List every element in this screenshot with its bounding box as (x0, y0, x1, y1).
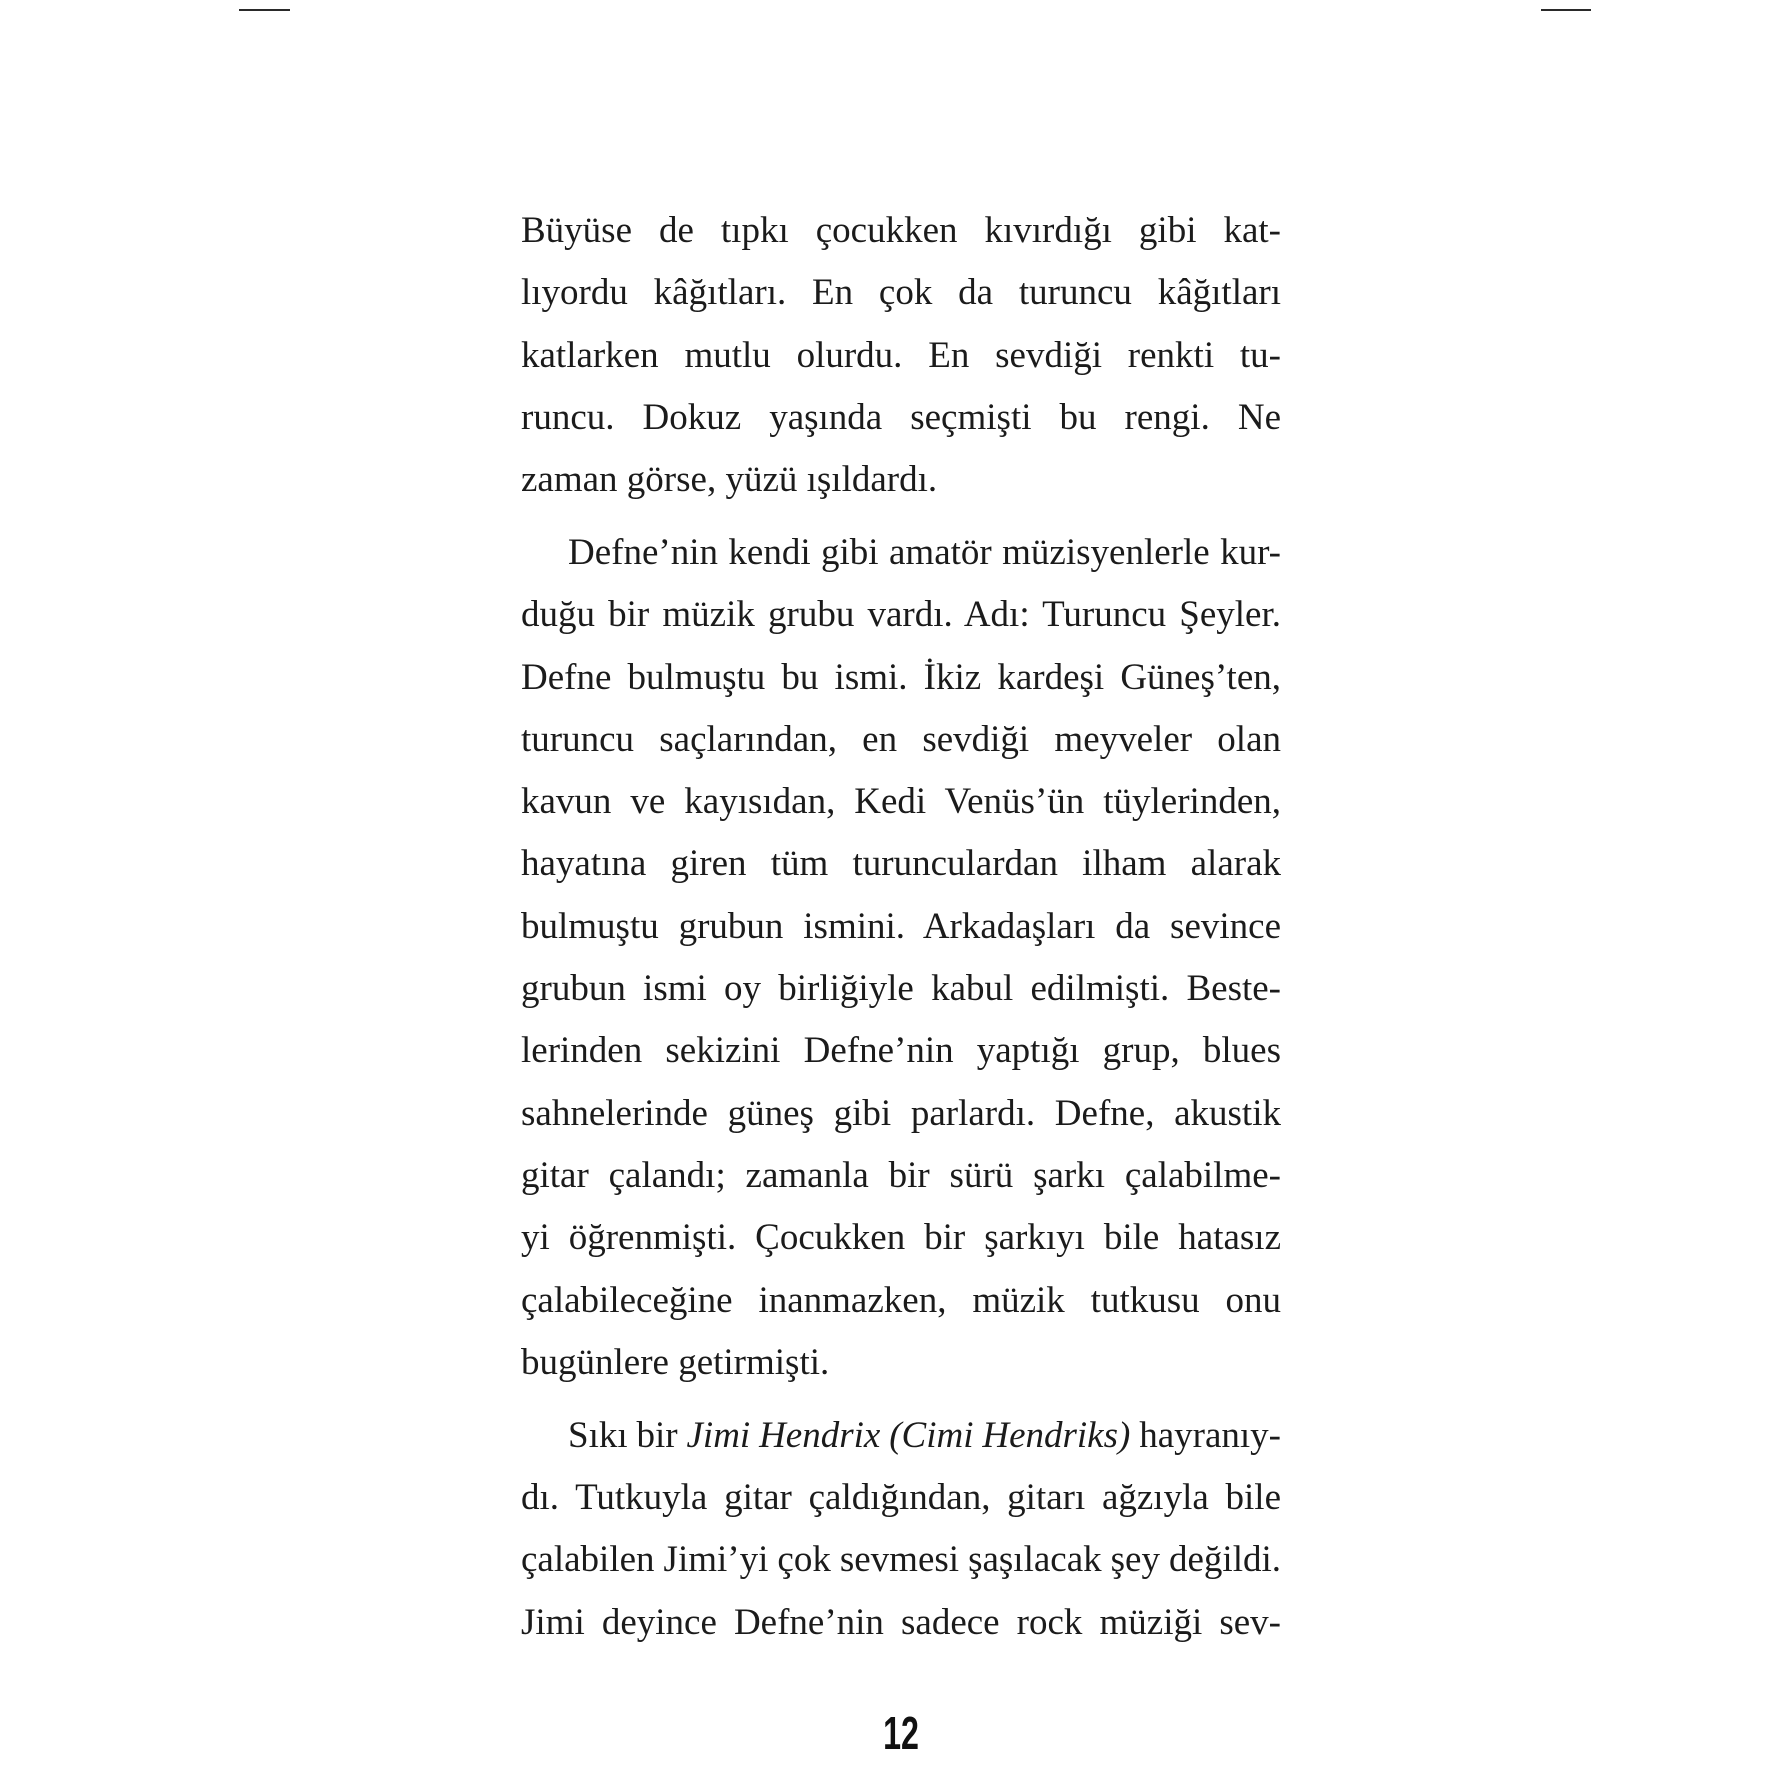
line-text: bulmuştu grubun ismini. Arkadaşları da sevince (521, 905, 1281, 947)
line-text: bugünlere getirmişti. (521, 1341, 830, 1383)
text-line (521, 325, 1281, 387)
line-text-segment: hayranıy- (1130, 1414, 1281, 1456)
line-text: gitar çalandı; zamanla bir sürü şarkı çalabilme- (521, 1154, 1281, 1196)
body-text (521, 200, 1281, 1654)
line-text: Jimi deyince Defne’nin sadece rock müziği sev- (521, 1601, 1281, 1643)
text-line (521, 771, 1281, 833)
line-text: yi öğrenmişti. Çocukken bir şarkıyı bile hatasız (521, 1217, 1281, 1259)
line-text: hayatına giren tüm turunculardan ilham alarak (521, 843, 1281, 885)
text-line (521, 709, 1281, 771)
text-line (521, 449, 1281, 511)
text-line (521, 1020, 1281, 1082)
text-line (521, 262, 1281, 324)
line-text: katlarken mutlu olurdu. En sevdiği renkti tu- (521, 334, 1281, 376)
crop-mark-top-left (239, 9, 290, 11)
line-text: lıyordu kâğıtları. En çok da turuncu kâğıtları (521, 272, 1281, 314)
line-text-segment: Sıkı bir (568, 1414, 687, 1456)
text-line (521, 200, 1281, 262)
text-line (521, 1270, 1281, 1332)
line-text: duğu bir müzik grubu vardı. Adı: Turuncu Şeyler. (521, 594, 1281, 636)
line-text: çalabileceğine inanmazken, müzik tutkusu onu (521, 1279, 1281, 1321)
text-line (521, 1145, 1281, 1207)
paragraph (521, 200, 1281, 511)
text-line (521, 1207, 1281, 1269)
text-line (521, 647, 1281, 709)
line-text: sahnelerinde güneş gibi parlardı. Defne, akustik (521, 1092, 1281, 1134)
page-number: 12 (883, 1707, 919, 1759)
text-line (521, 1529, 1281, 1591)
line-text: turuncu saçlarından, en sevdiği meyveler olan (521, 718, 1281, 760)
text-line (521, 833, 1281, 895)
line-text: dı. Tutkuyla gitar çaldığından, gitarı ağzıyla bile (521, 1476, 1281, 1518)
line-text: zaman görse, yüzü ışıldardı. (521, 459, 938, 501)
text-line (521, 1405, 1281, 1467)
paragraph (521, 522, 1281, 1394)
text-line (521, 1083, 1281, 1145)
line-text: Defne’nin kendi gibi amatör müzisyenlerle kur- (568, 531, 1281, 573)
text-line (521, 1592, 1281, 1654)
italic-name: Jimi Hendrix (Cimi Hendriks) (686, 1414, 1131, 1456)
line-text: Büyüse de tıpkı çocukken kıvırdığı gibi kat- (521, 210, 1281, 251)
text-line (521, 584, 1281, 646)
line-text: grubun ismi oy birliğiyle kabul edilmişti. Beste- (521, 968, 1281, 1010)
crop-mark-top-right (1541, 9, 1591, 11)
line-text (568, 1415, 1281, 1456)
text-line (521, 1467, 1281, 1529)
text-line (521, 522, 1281, 584)
paragraph (521, 1405, 1281, 1654)
line-text: kavun ve kayısıdan, Kedi Venüs’ün tüylerinden, (521, 781, 1281, 823)
text-line (521, 1332, 1281, 1394)
text-line (521, 387, 1281, 449)
text-line (521, 958, 1281, 1020)
line-text: Defne bulmuştu bu ismi. İkiz kardeşi Güneş’ten, (521, 656, 1281, 698)
line-text: runcu. Dokuz yaşında seçmişti bu rengi. Ne (521, 396, 1281, 438)
text-line (521, 896, 1281, 958)
line-text: çalabilen Jimi’yi çok sevmesi şaşılacak şey değildi. (521, 1539, 1281, 1581)
line-text: lerinden sekizini Defne’nin yaptığı grup, blues (521, 1030, 1281, 1072)
